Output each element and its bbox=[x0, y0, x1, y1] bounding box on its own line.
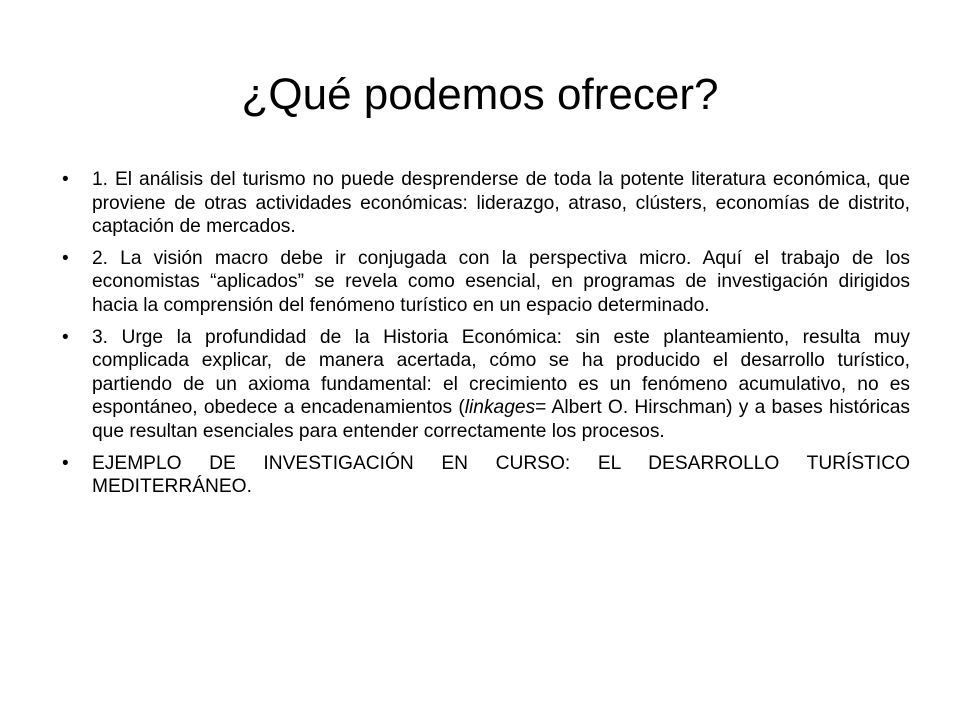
bullet-list bbox=[62, 168, 910, 507]
bullet-item-2 bbox=[62, 247, 910, 318]
bullet-item-3 bbox=[62, 326, 910, 444]
slide-title: ¿Qué podemos ofrecer? bbox=[241, 70, 719, 119]
bullet-text-segment: EJEMPLO DE INVESTIGACIÓN EN CURSO: EL DESARROLLO TURÍSTICO MEDITERRÁNEO. bbox=[92, 452, 910, 498]
italic-term-linkages: linkages bbox=[464, 397, 536, 419]
bullet-item-1 bbox=[62, 168, 910, 239]
bullet-dot: • bbox=[62, 247, 69, 269]
bullet-text-4 bbox=[92, 452, 910, 499]
bullet-dot: • bbox=[62, 326, 69, 348]
bullet-text-segment: 3. Urge la profundidad de la Historia Económica: sin este planteamiento, resulta muy complicada explicar, de manera acertada, cómo se ha producido el desarrollo turístico, partiendo de un axioma fundamental: el crecimiento es un fenómeno acumulativo, no es espontáneo, obedece a encadenamientos ( bbox=[92, 326, 910, 419]
bullet-text-1 bbox=[92, 168, 910, 239]
bullet-text-segment: 2. La visión macro debe ir conjugada con la perspectiva micro. Aquí el trabajo de los economistas “aplicados” se revela como esencial, en programas de investigación dirigidos hacia la comprensión del fenómeno turístico en un espacio determinado. bbox=[92, 247, 910, 316]
bullet-item-4 bbox=[62, 452, 910, 499]
bullet-dot: • bbox=[62, 452, 69, 474]
bullet-text-3 bbox=[92, 326, 910, 444]
bullet-text-segment: = Albert O. Hirschman) y a bases históricas que resultan esenciales para entender correctamente los procesos. bbox=[92, 397, 910, 442]
bullet-text-segment: 1. El análisis del turismo no puede desprenderse de toda la potente literatura económica, que proviene de otras actividades económicas: liderazgo, atraso, clústers, economías de distrito, captación de mercados. bbox=[92, 169, 910, 238]
bullet-text-2 bbox=[92, 247, 910, 318]
bullet-dot: • bbox=[62, 169, 69, 190]
